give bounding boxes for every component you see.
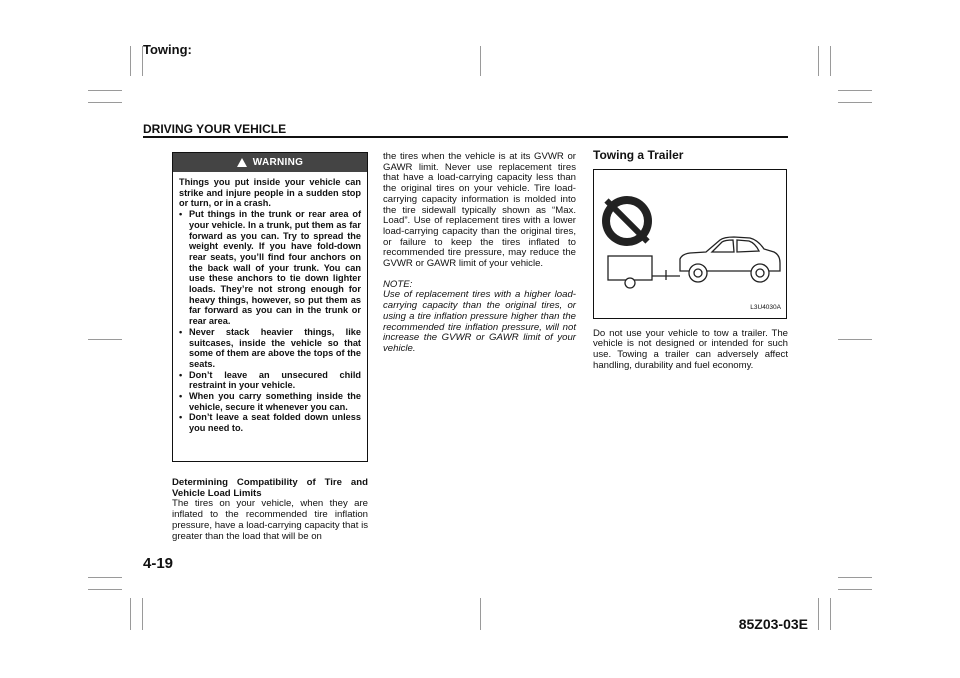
warning-list: [179, 209, 361, 434]
crop-mark: [818, 598, 819, 630]
crop-mark: [838, 90, 872, 91]
warning-triangle-icon: [237, 158, 247, 167]
running-header: Towing:: [143, 42, 192, 57]
crop-mark: [838, 577, 872, 578]
crop-mark: [88, 90, 122, 91]
header-rule: [143, 136, 788, 138]
warning-title: WARNING: [252, 157, 304, 168]
crop-mark: [480, 46, 481, 76]
crop-mark: [142, 598, 143, 630]
warning-item: • Put things in the trunk or rear area of your vehicle. In a trunk, put them as far forward as you can. Try to spread the weight evenly. If you have fold-down rear seats, you’ll find four anchors on the back wall of your trunk. You can use these anchors to tie down lighter loads. They’re not strong enough for heavy things, however, so put them as far forward as you can in the trunk or rear area.: [179, 209, 361, 327]
chapter-title: DRIVING YOUR VEHICLE: [143, 122, 287, 136]
crop-mark: [838, 589, 872, 590]
page-number: 4-19: [143, 555, 174, 572]
figure-code: L3U4030A: [750, 304, 781, 311]
compat-continued: [383, 152, 576, 355]
note-text: Use of replacement tires with a higher load-carrying capacity than the original tires, or using a tire inflation pressure higher than the recommended tire inflation pressure, will not increase the GVWR or GAWR limit of your vehicle.: [383, 289, 576, 354]
compat-heading: Determining Compatibility of Tire and Vehicle Load Limits: [172, 477, 368, 499]
warning-intro: Things you put inside your vehicle can strike and injure people in a sudden stop or turn, or in a crash.: [179, 177, 361, 209]
crop-mark: [480, 598, 481, 630]
warning-header: [173, 153, 367, 172]
trailer-icon: [608, 256, 680, 288]
compat-paragraph-start: The tires on your vehicle, when they are inflated to the recommended tire inflation pressure, have a load-carrying capacity that is greater than the load that will be on: [172, 498, 368, 542]
warning-item: • When you carry something inside the vehicle, secure it whenever you can.: [179, 391, 361, 412]
no-towing-figure: [593, 169, 787, 319]
trailer-section: [593, 150, 788, 372]
warning-box: [172, 152, 368, 462]
prohibition-icon: [602, 196, 652, 246]
crop-mark: [88, 577, 122, 578]
crop-mark: [88, 339, 122, 340]
no-towing-illustration: [594, 170, 786, 318]
warning-item: • Don’t leave an unsecured child restraint in your vehicle.: [179, 370, 361, 391]
warning-item: • Don’t leave a seat folded down unless you need to.: [179, 412, 361, 433]
trailer-paragraph: Do not use your vehicle to tow a trailer. The vehicle is not designed or intended for such use. Towing a trailer can adversely affect handling, durability and fuel economy.: [593, 327, 788, 371]
crop-mark: [130, 598, 131, 630]
warning-body: [173, 172, 367, 434]
crop-mark: [88, 102, 122, 103]
document-code: 85Z03-03E: [738, 616, 808, 632]
crop-mark: [130, 46, 131, 76]
car-icon: [680, 237, 780, 282]
crop-mark: [838, 339, 872, 340]
crop-mark: [88, 589, 122, 590]
trailer-heading: Towing a Trailer: [593, 148, 684, 162]
compat-section: [172, 478, 368, 542]
note-label: NOTE:: [383, 278, 413, 290]
warning-item: • Never stack heavier things, like suitcases, inside the vehicle so that some of them are above the tops of the seats.: [179, 327, 361, 370]
crop-mark: [818, 46, 819, 76]
crop-mark: [830, 46, 831, 76]
crop-mark: [838, 102, 872, 103]
crop-mark: [830, 598, 831, 630]
compat-paragraph-continued: the tires when the vehicle is at its GVWR or GAWR limit. Never use replacement tires that have a load-carrying capacity less than the original tires on your vehicle. Tire load-carrying capacity information is molded into the tire sidewall typically shown as “Max. Load”. Use of replacement tires with a lower load-carrying capacity than the original tires, or failure to keep the tires inflated to recommended tire pressure, may reduce the GVWR or GAWR limit of your vehicle.: [383, 151, 576, 270]
